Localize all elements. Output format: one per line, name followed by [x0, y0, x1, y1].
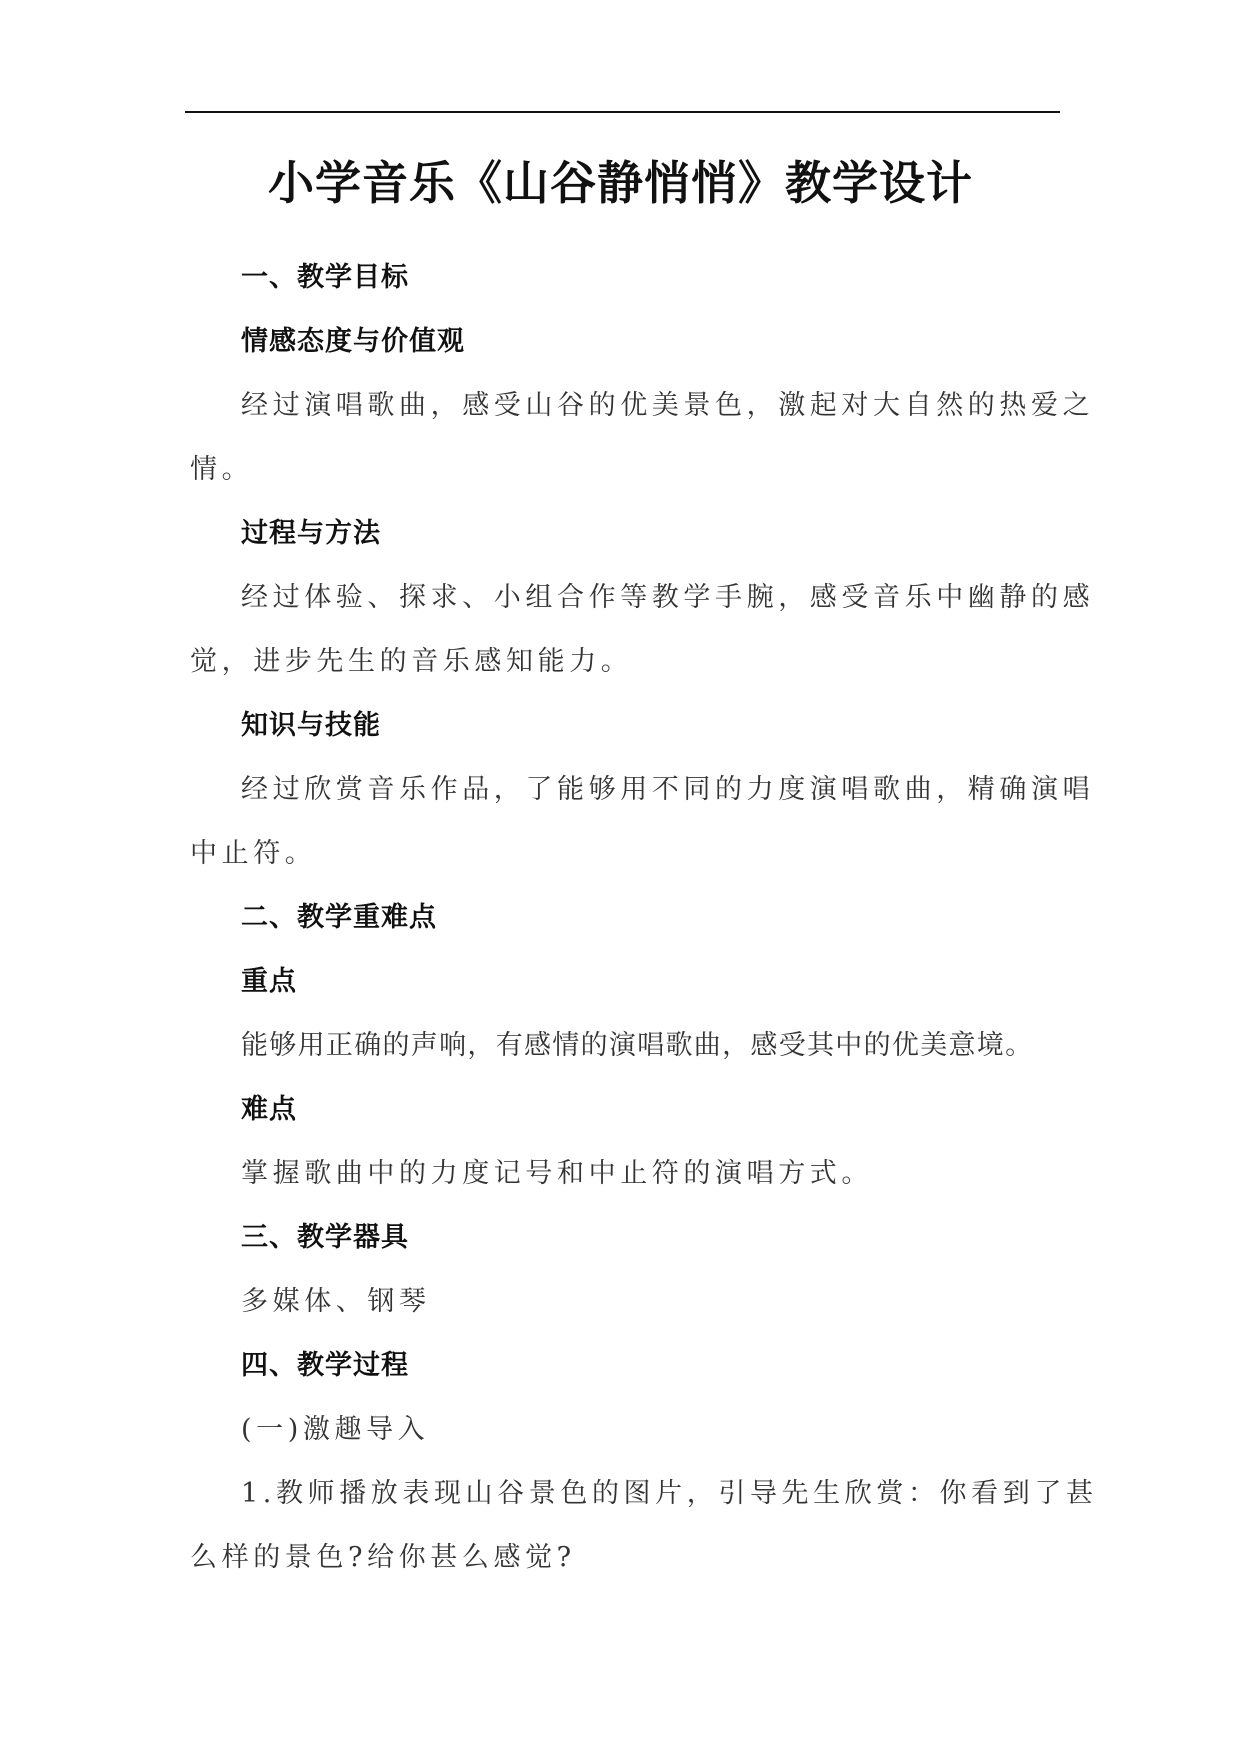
subheading-difficulty: 难点 — [241, 1094, 297, 1125]
paragraph-knowledge-line1: 经过欣赏音乐作品，了能够用不同的力度演唱歌曲，精确演唱 — [241, 774, 1095, 805]
paragraph-key: 能够用正确的声响，有感情的演唱歌曲，感受其中的优美意境。 — [241, 1030, 1034, 1061]
subheading-process: 过程与方法 — [241, 518, 381, 549]
subheading-knowledge: 知识与技能 — [241, 710, 381, 741]
paragraph-tools: 多媒体、钢琴 — [241, 1286, 431, 1317]
document-title: 小学音乐《山谷静悄悄》教学设计 — [268, 156, 973, 210]
section-heading-objectives: 一、教学目标 — [241, 262, 409, 293]
subheading-key: 重点 — [241, 966, 297, 997]
paragraph-process-line2: 觉，进步先生的音乐感知能力。 — [190, 646, 633, 677]
paragraph-emotion-line1: 经过演唱歌曲，感受山谷的优美景色，激起对大自然的热爱之 — [241, 390, 1095, 421]
section-heading-key-points: 二、教学重难点 — [241, 902, 437, 933]
paragraph-knowledge-line2: 中止符。 — [190, 838, 317, 869]
header-rule — [185, 111, 1060, 113]
paragraph-intro-line2: 么样的景色?给你甚么感觉? — [190, 1542, 576, 1573]
subheading-intro: (一)激趣导入 — [241, 1414, 430, 1445]
section-heading-process: 四、教学过程 — [241, 1350, 409, 1381]
paragraph-process-line1: 经过体验、探求、小组合作等教学手腕，感受音乐中幽静的感 — [241, 582, 1095, 613]
subheading-emotion: 情感态度与价值观 — [241, 326, 465, 357]
paragraph-intro-line1: 1.教师播放表现山谷景色的图片，引导先生欣赏：你看到了甚 — [241, 1478, 1098, 1509]
section-heading-tools: 三、教学器具 — [241, 1222, 409, 1253]
paragraph-difficulty: 掌握歌曲中的力度记号和中止符的演唱方式。 — [241, 1158, 873, 1189]
paragraph-emotion-line2: 情。 — [190, 454, 254, 485]
